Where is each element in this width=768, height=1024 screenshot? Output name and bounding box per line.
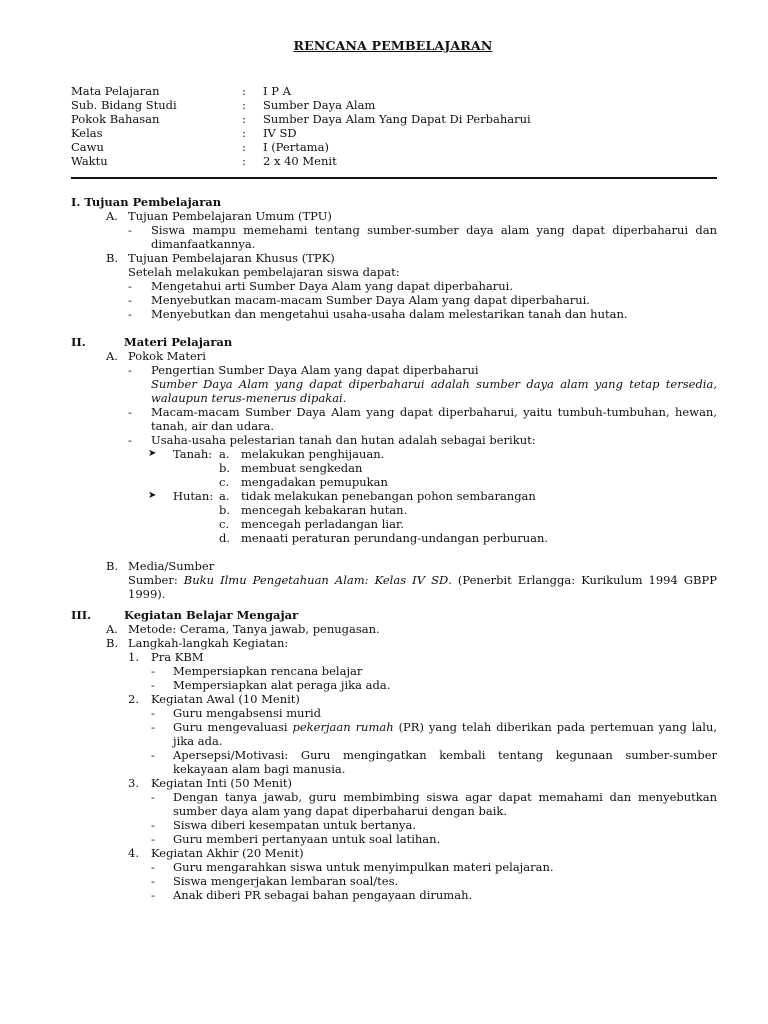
info-row <box>71 84 531 98</box>
info-row <box>71 154 531 168</box>
subsection-langkah <box>71 636 717 650</box>
info-row <box>71 140 531 154</box>
info-label: Sub. Bidang Studi <box>71 98 177 112</box>
list-item-text: Guru mengabsensi murid <box>173 706 322 720</box>
list-item <box>71 818 717 832</box>
subsection-title: Tujuan Pembelajaran Khusus (TPK) <box>128 251 335 265</box>
list-item <box>71 720 717 748</box>
dash-marker: - <box>151 706 155 720</box>
source-suffix: . (Penerbit Erlangga: Kurikulum 1994 GBPP 1999). <box>128 573 717 601</box>
list-item-text: Anak diberi PR sebagai bahan pengayaan dirumah. <box>173 888 473 902</box>
list-marker: A. <box>106 622 118 636</box>
list-item <box>71 405 717 433</box>
step-number: 4. <box>128 846 139 860</box>
dash-marker: - <box>128 405 132 419</box>
info-value: Sumber Daya Alam Yang Dapat Di Perbaharui <box>263 112 531 126</box>
list-item <box>71 475 717 489</box>
list-item-text: Siswa diberi kesempatan untuk bertanya. <box>173 818 417 832</box>
list-item-text: mencegah perladangan liar. <box>241 517 404 531</box>
list-item <box>71 860 717 874</box>
info-label: Waktu <box>71 154 108 168</box>
dash-marker: - <box>128 433 132 447</box>
list-item <box>71 678 717 692</box>
list-marker: c. <box>219 517 230 531</box>
list-item-text: Siswa mampu memehami tentang sumber-sumber daya alam yang dapat diperbaharui dan dimanfaatkannya. <box>151 223 717 251</box>
step-title: Kegiatan Inti (50 Menit) <box>151 776 292 790</box>
info-row <box>71 112 531 126</box>
step-title: Kegiatan Awal (10 Menit) <box>151 692 300 706</box>
list-item-text: mengadakan pemupukan <box>241 475 388 489</box>
step-item <box>71 776 717 790</box>
section-heading-kegiatan <box>71 608 717 622</box>
list-item-text: tidak melakukan penebangan pohon sembarangan <box>241 489 536 503</box>
info-value: Sumber Daya Alam <box>263 98 376 112</box>
list-item-italic: pekerjaan rumah <box>292 720 394 734</box>
step-number: 2. <box>128 692 139 706</box>
list-item <box>71 874 717 888</box>
list-item <box>71 706 717 720</box>
info-colon: : <box>242 84 246 98</box>
list-item <box>71 832 717 846</box>
list-item <box>71 664 717 678</box>
hutan-group <box>71 489 717 503</box>
list-marker: A. <box>106 209 118 223</box>
subsection-tpu <box>71 209 717 223</box>
info-colon: : <box>242 140 246 154</box>
list-item-text: Guru memberi pertanyaan untuk soal latihan. <box>173 832 441 846</box>
dash-marker: - <box>151 790 155 804</box>
dash-marker: - <box>151 818 155 832</box>
list-item <box>71 531 717 545</box>
info-value: IV SD <box>263 126 297 140</box>
section-title: Materi Pelajaran <box>124 335 233 349</box>
dash-marker: - <box>128 363 132 377</box>
list-item-text: mencegah kebakaran hutan. <box>241 503 408 517</box>
list-item <box>71 307 717 321</box>
list-marker: B. <box>106 251 119 265</box>
list-item-text: Guru mengevaluasi <box>173 720 293 734</box>
subsection-title: Tujuan Pembelajaran Umum (TPU) <box>128 209 332 223</box>
subsection-metode <box>71 622 717 636</box>
dash-marker: - <box>128 223 132 237</box>
dash-marker: - <box>151 664 155 678</box>
info-row <box>71 126 531 140</box>
list-item <box>71 433 717 447</box>
list-item <box>71 517 717 531</box>
list-item-text: menaati peraturan perundang-undangan perburuan. <box>241 531 549 545</box>
step-item <box>71 650 717 664</box>
list-item-text: Guru mengarahkan siswa untuk menyimpulkan materi pelajaran. <box>173 860 554 874</box>
arrow-bullet-icon: ➤ <box>148 490 157 501</box>
list-item-text: Siswa mengerjakan lembaran soal/tes. <box>173 874 399 888</box>
dash-marker: - <box>151 720 155 734</box>
list-item-text: Apersepsi/Motivasi: Guru mengingatkan kembali tentang kegunaan sumber-sumber kekayaan alam bagi manusia. <box>173 748 717 776</box>
dash-marker: - <box>128 293 132 307</box>
dash-marker: - <box>151 832 155 846</box>
list-marker: c. <box>219 475 230 489</box>
info-colon: : <box>242 112 246 126</box>
list-item <box>71 293 717 307</box>
list-marker: A. <box>106 349 118 363</box>
dash-marker: - <box>151 874 155 888</box>
list-item-text: Menyebutkan dan mengetahui usaha-usaha dalam melestarikan tanah dan hutan. <box>151 307 628 321</box>
section-number: III. <box>71 608 92 622</box>
list-item-text: Mempersiapkan rencana belajar <box>173 664 363 678</box>
subsection-text: Metode: Cerama, Tanya jawab, penugasan. <box>128 622 380 636</box>
step-title: Kegiatan Akhir (20 Menit) <box>151 846 304 860</box>
tanah-label: Tanah: <box>173 447 213 461</box>
list-marker: d. <box>219 531 231 545</box>
list-item-text: Dengan tanya jawab, guru membimbing siswa agar dapat memahami dan menyebutkan sumber daya alam yang dapat diperbaharui dengan baik. <box>173 790 717 818</box>
info-row <box>71 98 531 112</box>
list-item-text: Pengertian Sumber Daya Alam yang dapat diperbaharui <box>151 363 479 377</box>
info-colon: : <box>242 126 246 140</box>
list-item-text: melakukan penghijauan. <box>241 447 385 461</box>
list-item <box>71 790 717 818</box>
divider-line <box>71 177 717 179</box>
subsection-title: Media/Sumber <box>128 559 215 573</box>
list-item <box>71 223 717 251</box>
step-title: Pra KBM <box>151 650 204 664</box>
info-table <box>71 84 531 168</box>
info-value: I (Pertama) <box>263 140 329 154</box>
list-item-text: Macam-macam Sumber Daya Alam yang dapat diperbaharui, yaitu tumbuh-tumbuhan, hewan, tanah, air dan udara. <box>151 405 717 433</box>
info-label: Cawu <box>71 140 104 154</box>
dash-marker: - <box>151 860 155 874</box>
info-colon: : <box>242 154 246 168</box>
info-value: I P A <box>263 84 291 98</box>
subsection-media <box>71 559 717 573</box>
list-item <box>71 748 717 776</box>
dash-marker: - <box>151 748 155 762</box>
definition-text: Sumber Daya Alam yang dapat diperbaharui adalah sumber daya alam yang tetap tersedia, walaupun terus-menerus dipakai. <box>151 377 717 405</box>
section-heading-materi <box>71 335 717 349</box>
step-item <box>71 846 717 860</box>
arrow-bullet-icon: ➤ <box>148 448 157 459</box>
list-item <box>71 279 717 293</box>
list-item-text: Usaha-usaha pelestarian tanah dan hutan adalah sebagai berikut: <box>151 433 536 447</box>
source-book: Buku Ilmu Pengetahuan Alam: Kelas IV SD <box>183 573 449 587</box>
info-value: 2 x 40 Menit <box>263 154 337 168</box>
subsection-title: Pokok Materi <box>128 349 206 363</box>
step-number: 1. <box>128 650 139 664</box>
dash-marker: - <box>151 678 155 692</box>
tpk-intro: Setelah melakukan pembelajaran siswa dapat: <box>128 265 400 279</box>
list-marker: b. <box>219 503 231 517</box>
info-label: Kelas <box>71 126 103 140</box>
tanah-group <box>71 447 717 461</box>
list-item <box>71 888 717 902</box>
source-text <box>71 573 717 601</box>
info-colon: : <box>242 98 246 112</box>
list-item-text: Menyebutkan macam-macam Sumber Daya Alam yang dapat diperbaharui. <box>151 293 590 307</box>
document-body <box>71 195 717 902</box>
section-heading-tujuan: I. Tujuan Pembelajaran <box>71 195 222 209</box>
dash-marker: - <box>128 279 132 293</box>
hutan-label: Hutan: <box>173 489 214 503</box>
subsection-pokok-materi <box>71 349 717 363</box>
document-title: RENCANA PEMBELAJARAN <box>293 38 493 53</box>
list-marker: B. <box>106 559 119 573</box>
list-marker: a. <box>219 447 230 461</box>
list-item-text: (PR) yang telah diberikan pada pertemuan yang lalu, jika ada. <box>173 720 718 748</box>
list-item <box>71 363 717 377</box>
list-item-text: Mempersiapkan alat peraga jika ada. <box>173 678 391 692</box>
dash-marker: - <box>151 888 155 902</box>
list-item-text: Mengetahui arti Sumber Daya Alam yang dapat diperbaharui. <box>151 279 513 293</box>
list-marker: a. <box>219 489 230 503</box>
info-label: Pokok Bahasan <box>71 112 160 126</box>
list-item-text: membuat sengkedan <box>241 461 363 475</box>
list-marker: b. <box>219 461 231 475</box>
source-prefix: Sumber: <box>128 573 184 587</box>
subsection-text: Langkah-langkah Kegiatan: <box>128 636 289 650</box>
list-item <box>71 461 717 475</box>
step-item <box>71 692 717 706</box>
list-marker: B. <box>106 636 119 650</box>
list-item <box>71 503 717 517</box>
section-title: Kegiatan Belajar Mengajar <box>124 608 299 622</box>
subsection-tpk <box>71 251 717 265</box>
dash-marker: - <box>128 307 132 321</box>
section-number: II. <box>71 335 86 349</box>
step-number: 3. <box>128 776 139 790</box>
info-label: Mata Pelajaran <box>71 84 160 98</box>
